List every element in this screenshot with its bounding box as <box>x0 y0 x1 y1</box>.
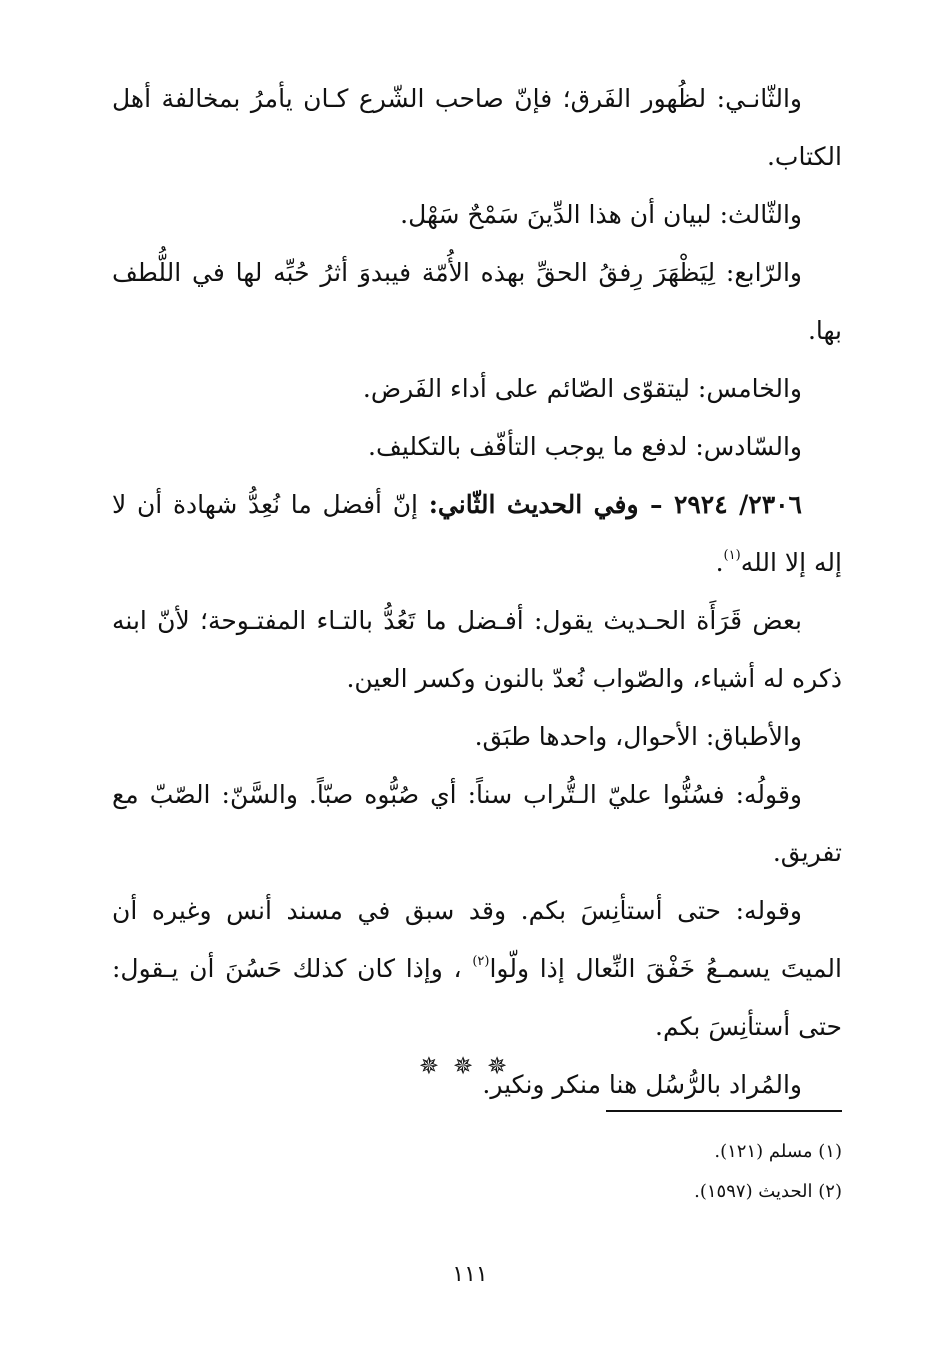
atbaq-paragraph: والأطباق: الأحوال، واحدها طبَق. <box>474 722 802 751</box>
footnote-ref-2: (٢) <box>472 954 490 969</box>
reading-note-paragraph: بعض قَرَأَة الحـديث يقول: أفـضل ما تَعُدُّ بالتـاء المفتـوحة؛ لأنّ ابنه ذكره له أشياء، والصّواب نُعدّ بالنون وكسر العين. <box>112 606 842 693</box>
hadith-dash: – <box>638 490 674 519</box>
main-text <box>112 70 842 1114</box>
sunnu-paragraph: وقولُه: فسُنُّوا عليّ الـتُّراب سناً: أي صُبُّوه صبّاً. والسَّنّ: الصّبّ مع تفريق. <box>112 780 842 867</box>
page-number: ١١١ <box>452 1262 488 1287</box>
point-third-paragraph: والثّالث: لبيان أن هذا الدِّينَ سَمْحٌ سَهْل. <box>400 200 802 229</box>
astanis-text-end: ، وإذا كان كذلك حَسُنَ أن يـقول: حتى أستأنِسَ بكم. <box>112 954 842 1041</box>
hadith-number: ٢٣٠٦/ ٢٩٢٤ <box>673 490 802 519</box>
footnote-1: (١) مسلم (١٢١). <box>714 1141 842 1162</box>
point-second-paragraph: والثّانـي: لظُهور الفَرق؛ فإنّ صاحب الشّرع كـان يأمرُ بمخالفة أهل الكتاب. <box>112 84 842 171</box>
hadith-text: إنّ أفضل ما نُعِدُّ شهادة أن لا إله إلا الله <box>112 490 842 577</box>
hadith-end: . <box>715 548 724 577</box>
footnotes <box>342 1132 842 1212</box>
point-fourth-paragraph: والرّابع: لِيَظْهَرَ رِفقُ الحقِّ بهذه الأُمّة فيبدوَ أثرُ حُبِّه لها في اللُّطف بها. <box>112 258 842 345</box>
footnote-divider <box>606 1110 842 1112</box>
footnote-ref-1: (١) <box>723 548 741 563</box>
hadith-title: وفي الحديث الثّاني: <box>428 490 639 519</box>
point-fifth-paragraph: والخامس: ليتقوّى الصّائم على أداء الفَرض. <box>362 374 802 403</box>
hadith-heading-paragraph <box>112 476 842 592</box>
point-sixth-paragraph: والسّادس: لدفع ما يوجب التأفّف بالتكليف. <box>368 432 802 461</box>
astanis-paragraph <box>112 882 842 1056</box>
section-separator-stars: ✵✵✵ <box>418 1052 522 1080</box>
footnote-2: (٢) الحديث (١٥٩٧). <box>694 1181 842 1202</box>
rusul-paragraph: والمُراد بالرُّسُل هنا منكر ونكير. <box>482 1070 802 1099</box>
astanis-text: وقوله: حتى أستأنِسَ بكم. وقد سبق في مسند أنس وغيره أن الميتَ يسمـعُ خَفْقَ النِّعال إذا ولّوا <box>112 896 842 983</box>
